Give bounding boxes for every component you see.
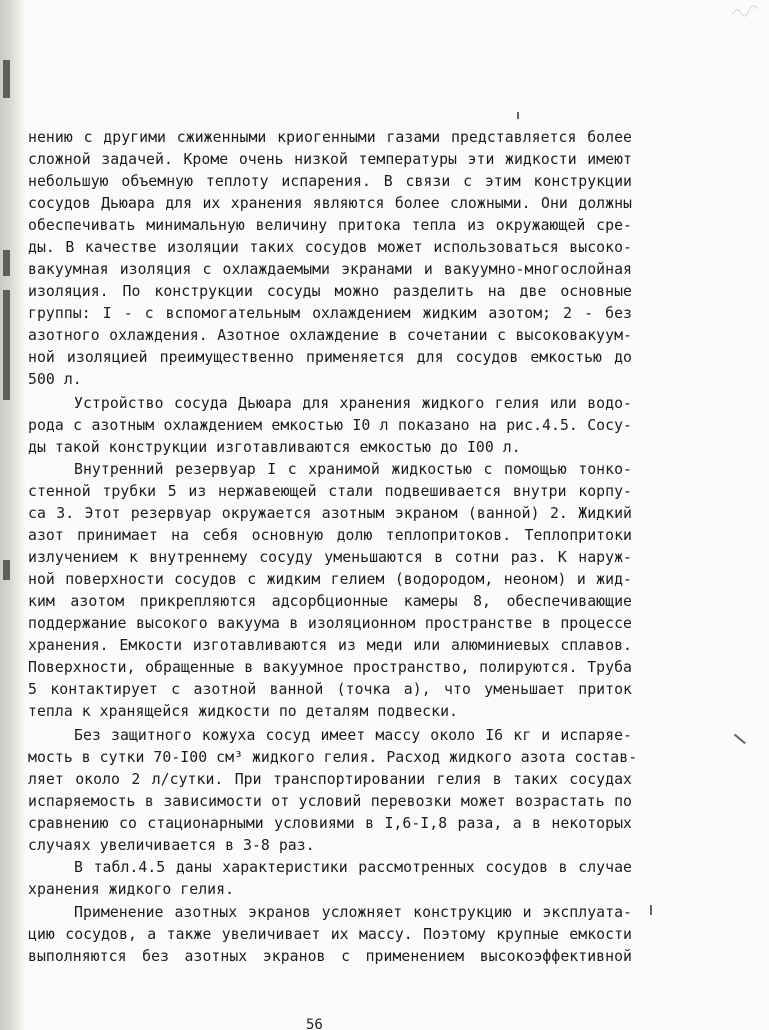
text-line: стенной трубки 5 из нержавеющей стали подвешивается внутри корпу-: [28, 483, 632, 500]
text-line: хранения жидкого гелия.: [28, 881, 235, 898]
text-line: цию сосудов, а также увеличивает их массу. Поэтому крупные емкости: [28, 926, 632, 943]
text-line: ды. В качестве изоляции таких сосудов может использоваться высоко-: [28, 239, 632, 256]
text-line: ной изоляцией преимущественно применяется для сосудов емкостью до: [28, 349, 632, 366]
text-line: ной поверхности сосудов с жидким гелием (водородом, неоном) и жид-: [28, 571, 632, 588]
text-line: испаряемость в зависимости от условий перевозки может возрастать по: [28, 793, 632, 810]
text-line: случаях увеличивается в 3-8 раз.: [28, 837, 315, 854]
text-line: обеспечивать минимальную величину притока тепла из окружающей сре-: [28, 217, 632, 234]
text-line: группы: I - с вспомогательным охлаждением жидким азотом; 2 - без: [28, 305, 632, 322]
page-number: 56: [306, 1018, 323, 1030]
text-line: сравнению со стационарными условиями в I,6-I,8 раза, а в некоторых: [28, 815, 632, 832]
text-line: ким азотом прикрепляются адсорбционные камеры 8, обеспечивающие: [28, 593, 632, 610]
text-line: Без защитного кожуха сосуд имеет массу около I6 кг и испаряе-: [74, 727, 632, 744]
text-line: Внутренний резервуар I с хранимой жидкостью с помощью тонко-: [74, 461, 632, 478]
corner-smudge: [731, 4, 761, 18]
text-line: выполняются без азотных экранов с применением высокоэффективной: [28, 948, 632, 965]
text-line: сосудов Дьюара для их хранения являются более сложными. Они должны: [28, 195, 632, 212]
text-line: поддержание высокого вакуума в изоляционном пространстве в процессе: [28, 615, 632, 632]
binding-mark: [3, 560, 10, 580]
binding-mark: [3, 250, 10, 276]
text-line: азотного охлаждения. Азотное охлаждение в сочетании с высоковакуум-: [28, 327, 632, 344]
speck: [734, 734, 746, 744]
text-line: Применение азотных экранов усложняет конструкцию и эксплуата-: [74, 904, 632, 921]
text-line: 500 л.: [28, 371, 82, 388]
text-line: азот принимает на себя основную долю теплопритоков. Теплопритоки: [28, 527, 632, 544]
text-line: мость в сутки 70-I00 см³ жидкого гелия. Расход жидкого азота состав-: [28, 749, 638, 766]
text-line: 5 контактирует с азотной ванной (точка а), что уменьшает приток: [28, 681, 632, 698]
text-line: ды такой конструкции изготавливаются емкостью до I00 л.: [28, 439, 521, 456]
text-line: Поверхности, обращенные в вакуумное пространство, полируются. Труба: [28, 659, 632, 676]
text-line: В табл.4.5 даны характеристики рассмотренных сосудов в случае: [74, 859, 632, 876]
text-line: небольшую объемную теплоту испарения. В связи с этим конструкции: [28, 173, 632, 190]
binding-mark: [3, 60, 10, 98]
text-line: хранения. Емкости изготавливаются из меди или алюминиевых сплавов.: [28, 637, 632, 654]
text-line: изоляция. По конструкции сосуды можно разделить на две основные: [28, 283, 632, 300]
text-line: вакуумная изоляция с охлаждаемыми экранами и вакуумно-многослойная: [28, 261, 632, 278]
text-line: сложной задачей. Кроме очень низкой температуры эти жидкости имеют: [28, 151, 632, 168]
binding-edge: [0, 0, 26, 1030]
text-line: нению с другими сжиженными криогенными газами представляется более: [28, 129, 632, 146]
binding-mark: [3, 290, 10, 400]
text-line: рода с азотным охлаждением емкостью I0 л показано на рис.4.5. Сосу-: [28, 417, 632, 434]
text-line: Устройство сосуда Дьюара для хранения жидкого гелия или водо-: [74, 395, 632, 412]
text-line: ляет около 2 л/сутки. При транспортировании гелия в таких сосудах: [28, 771, 632, 788]
text-line: излучением к внутреннему сосуду уменьшаются в сотни раз. К наруж-: [28, 549, 632, 566]
text-line: са 3. Этот резервуар окружается азотным экраном (ванной) 2. Жидкий: [28, 505, 632, 522]
text-line: тепла к хранящейся жидкости по деталям подвески.: [28, 703, 459, 720]
speck: [650, 905, 652, 915]
speck: [517, 112, 519, 119]
